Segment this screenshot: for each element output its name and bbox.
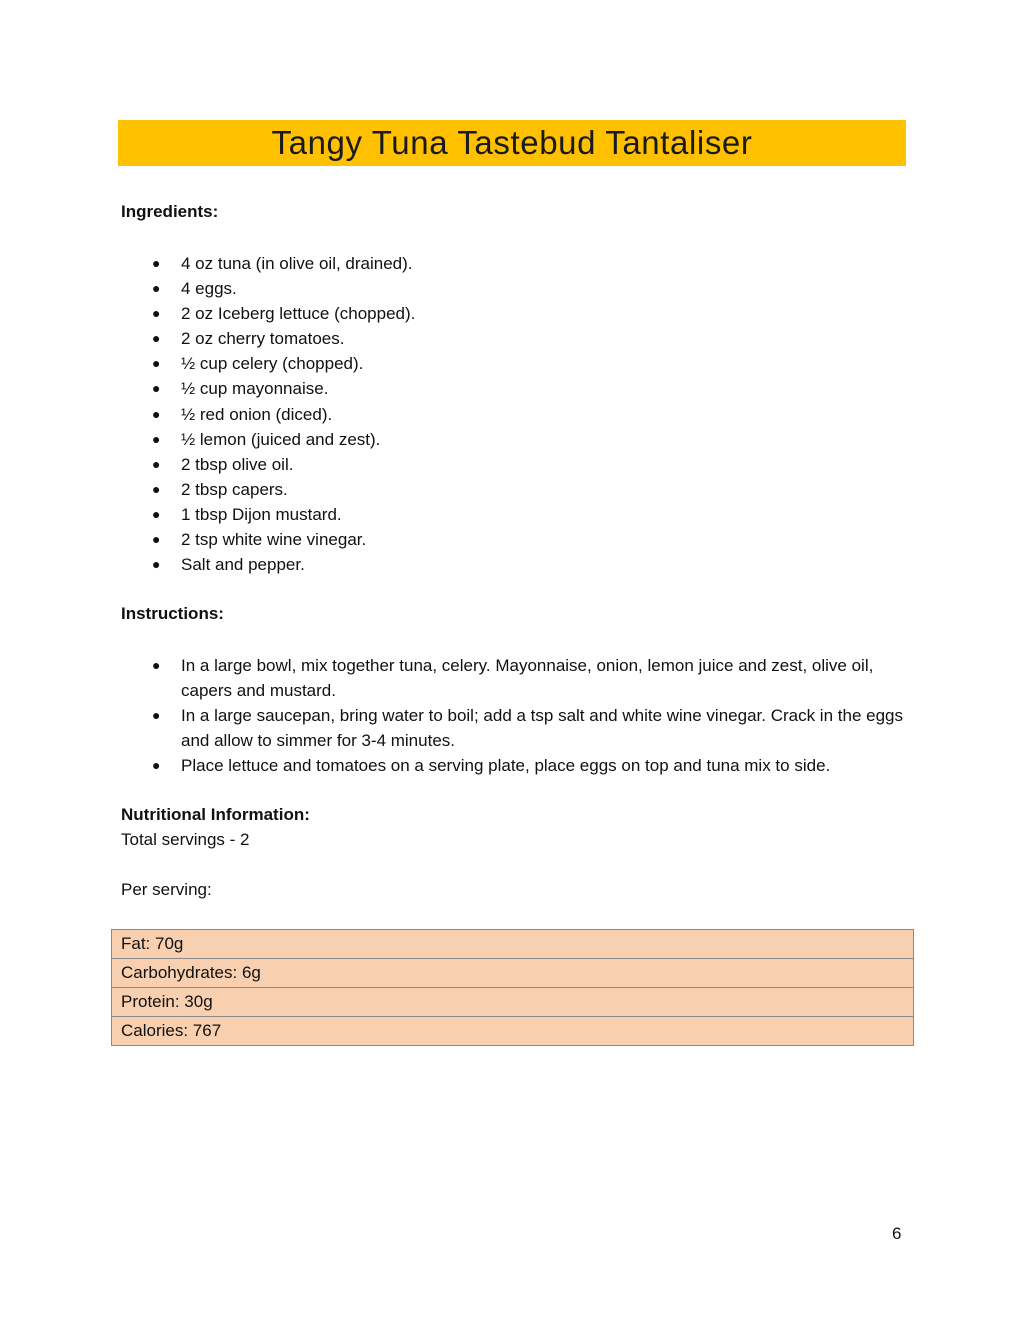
bullet-icon: ● [152, 480, 161, 497]
total-servings: Total servings - 2 [121, 830, 250, 849]
instruction-step: ● In a large bowl, mix together tuna, celery. Mayonnaise, onion, lemon juice and zest, olive oil, capers and mustard. [121, 653, 906, 703]
table-row [112, 988, 914, 1017]
bullet-icon: ● [152, 707, 161, 723]
bullet-icon: ● [152, 757, 161, 773]
instructions-heading: Instructions: [121, 604, 224, 623]
title-banner [118, 120, 906, 166]
nutrition-fat: Fat: 70g [112, 930, 914, 959]
table-row [112, 959, 914, 988]
nutrition-protein: Protein: 30g [112, 988, 914, 1017]
nutrition-calories: Calories: 767 [112, 1017, 914, 1046]
instructions-list [121, 653, 906, 778]
per-serving-label: Per serving: [121, 880, 212, 899]
ingredient-item: ● 2 tbsp capers. [121, 477, 415, 502]
ingredient-item: ● ½ lemon (juiced and zest). [121, 427, 415, 452]
ingredient-item: ● 2 tbsp olive oil. [121, 452, 415, 477]
bullet-icon: ● [152, 330, 161, 347]
ingredient-item: ● 1 tbsp Dijon mustard. [121, 502, 415, 527]
recipe-title: Tangy Tuna Tastebud Tantaliser [271, 124, 753, 161]
bullet-icon: ● [152, 531, 161, 548]
ingredient-item: ● 4 eggs. [121, 276, 415, 301]
bullet-icon: ● [152, 657, 161, 673]
bullet-icon: ● [152, 255, 161, 271]
bullet-icon: ● [152, 455, 161, 472]
nutrition-carbohydrates: Carbohydrates: 6g [112, 959, 914, 988]
ingredient-item: ● 2 oz Iceberg lettuce (chopped). [121, 301, 415, 326]
instruction-step: ● Place lettuce and tomatoes on a serving plate, place eggs on top and tuna mix to side. [121, 753, 906, 778]
bullet-icon: ● [152, 355, 161, 372]
ingredients-heading: Ingredients: [121, 202, 219, 221]
ingredient-item: ● Salt and pepper. [121, 552, 415, 577]
bullet-icon: ● [152, 380, 161, 397]
ingredient-item: ● ½ cup celery (chopped). [121, 351, 415, 376]
page-number: 6 [892, 1224, 902, 1243]
ingredient-item: ● 2 tsp white wine vinegar. [121, 527, 415, 552]
table-row [112, 1017, 914, 1046]
ingredient-item: ● ½ cup mayonnaise. [121, 376, 415, 401]
bullet-icon: ● [152, 430, 161, 447]
nutrition-heading: Nutritional Information: [121, 805, 310, 824]
ingredients-list [121, 251, 415, 577]
table-row [112, 930, 914, 959]
ingredient-item: ● 4 oz tuna (in olive oil, drained). [121, 251, 415, 276]
ingredient-item: ● 2 oz cherry tomatoes. [121, 326, 415, 351]
bullet-icon: ● [152, 556, 161, 573]
bullet-icon: ● [152, 280, 161, 297]
instruction-step: ● In a large saucepan, bring water to boil; add a tsp salt and white wine vinegar. Crack in the eggs and allow to simmer for 3-4 minutes. [121, 703, 906, 753]
ingredient-item: ● ½ red onion (diced). [121, 402, 415, 427]
bullet-icon: ● [152, 405, 161, 422]
bullet-icon: ● [152, 305, 161, 322]
bullet-icon: ● [152, 505, 161, 522]
nutrition-table [111, 929, 914, 1046]
